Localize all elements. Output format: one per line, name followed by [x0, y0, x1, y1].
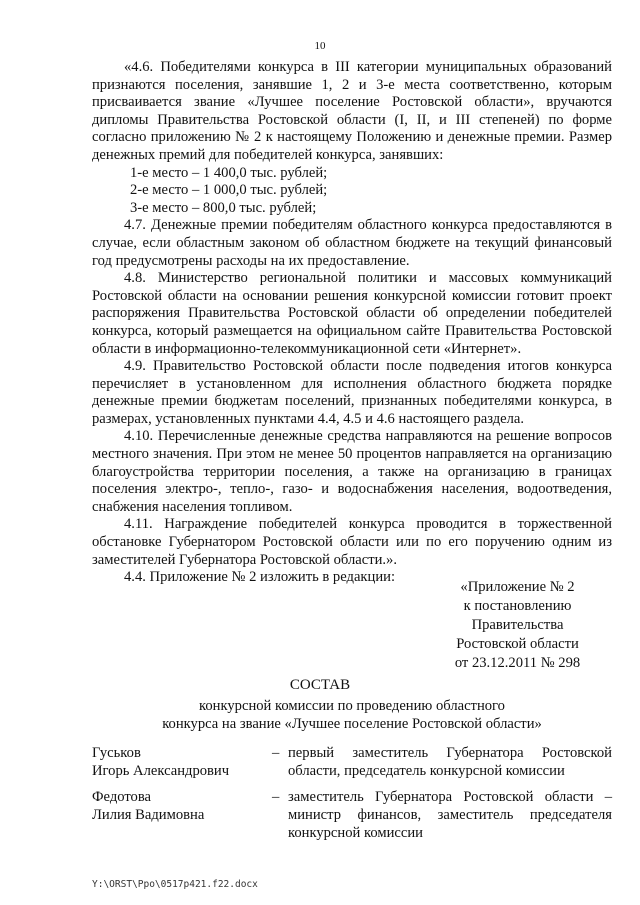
member-name	[92, 744, 272, 780]
member-row	[92, 788, 612, 842]
member-row	[92, 744, 612, 780]
subtitle-line: конкурса на звание «Лучшее поселение Ростовской области»	[162, 716, 542, 732]
member-given-name: Игорь Александрович	[92, 763, 230, 779]
file-path-footer: Y:\ORST\Ppo\0517p421.f22.docx	[92, 879, 258, 890]
section-title: СОСТАВ	[289, 677, 351, 693]
member-given-name: Лилия Вадимовна	[92, 807, 205, 823]
paragraph-4-8: 4.8. Министерство региональной политики и массовых коммуникаций Ростовской области на основании решения конкурсной комиссии готовит проект распоряжения Правительства Ростовской области об определении победителей конкурса, который размещается на официальном сайте Правительства Ростовской области в информационно-телекоммуникационной сети «Интернет».	[92, 270, 612, 357]
page-number: 10	[314, 40, 326, 52]
member-dash: –	[272, 745, 280, 761]
document-body	[92, 59, 612, 587]
member-role: первый заместитель Губернатора Ростовской области, председатель конкурсной комиссии	[288, 745, 612, 779]
prize-list-item: 2-е место – 1 000,0 тыс. рублей;	[130, 182, 328, 199]
appendix-line: Правительства	[471, 617, 564, 633]
commission-members	[92, 744, 612, 850]
paragraph-4-11: 4.11. Награждение победителей конкурса проводится в торжественной обстановке Губернатором Ростовской области или по его поручению одним из заместителей Губернатора Ростовской области.».	[92, 516, 612, 568]
appendix-line: Ростовской области	[456, 636, 579, 652]
appendix-header	[440, 578, 595, 673]
subtitle-line: конкурсной комиссии по проведению областного	[199, 698, 505, 714]
member-role: заместитель Губернатора Ростовской области – министр финансов, заместитель председателя конкурсной комиссии	[288, 789, 612, 841]
member-surname: Федотова	[92, 789, 152, 805]
paragraph-4-4-amendment: 4.4. Приложение № 2 изложить в редакции:	[124, 569, 395, 586]
paragraph-4-7: 4.7. Денежные премии победителям областного конкурса предоставляются в случае, если областным законом об областном бюджете на текущий финансовый год предусмотрены расходы на их предоставление.	[92, 217, 612, 269]
appendix-line: от 23.12.2011 № 298	[454, 655, 581, 671]
member-dash: –	[272, 789, 280, 805]
paragraph-4-10: 4.10. Перечисленные денежные средства направляются на решение вопросов местного значения. При этом не менее 50 процентов направляется на организацию благоустройства территории поселения, а также на организацию в границах поселения электро-, тепло-, газо- и водоснабжения населения, водоотведения, снабжения населения топливом.	[92, 428, 612, 515]
paragraph-4-9: 4.9. Правительство Ростовской области после подведения итогов конкурса перечисляет в установленном для исполнения областного бюджета порядке денежные премии бюджетам поселений, признанных победителями конкурса, в размерах, установленных пунктами 4.4, 4.5 и 4.6 настоящего раздела.	[92, 358, 612, 427]
member-name	[92, 788, 272, 842]
paragraph-4-6: «4.6. Победителями конкурса в III категории муниципальных образований признаются поселения, занявшие 1, 2 и 3-е места соответственно, которым присваивается звание «Лучшее поселение Ростовской области», вручаются дипломы Правительства Ростовской области (I, II, и III степеней) по форме согласно приложению № 2 к настоящему Положению и денежные премии. Размер денежных премий для победителей конкурса, занявших:	[92, 59, 612, 163]
appendix-line: к постановлению	[463, 598, 572, 614]
prize-list-item: 3-е место – 800,0 тыс. рублей;	[130, 199, 317, 216]
appendix-line: «Приложение № 2	[460, 579, 575, 595]
member-surname: Гуськов	[92, 745, 141, 761]
prize-list-item: 1-е место – 1 400,0 тыс. рублей;	[130, 164, 328, 181]
section-subtitle	[92, 697, 612, 733]
